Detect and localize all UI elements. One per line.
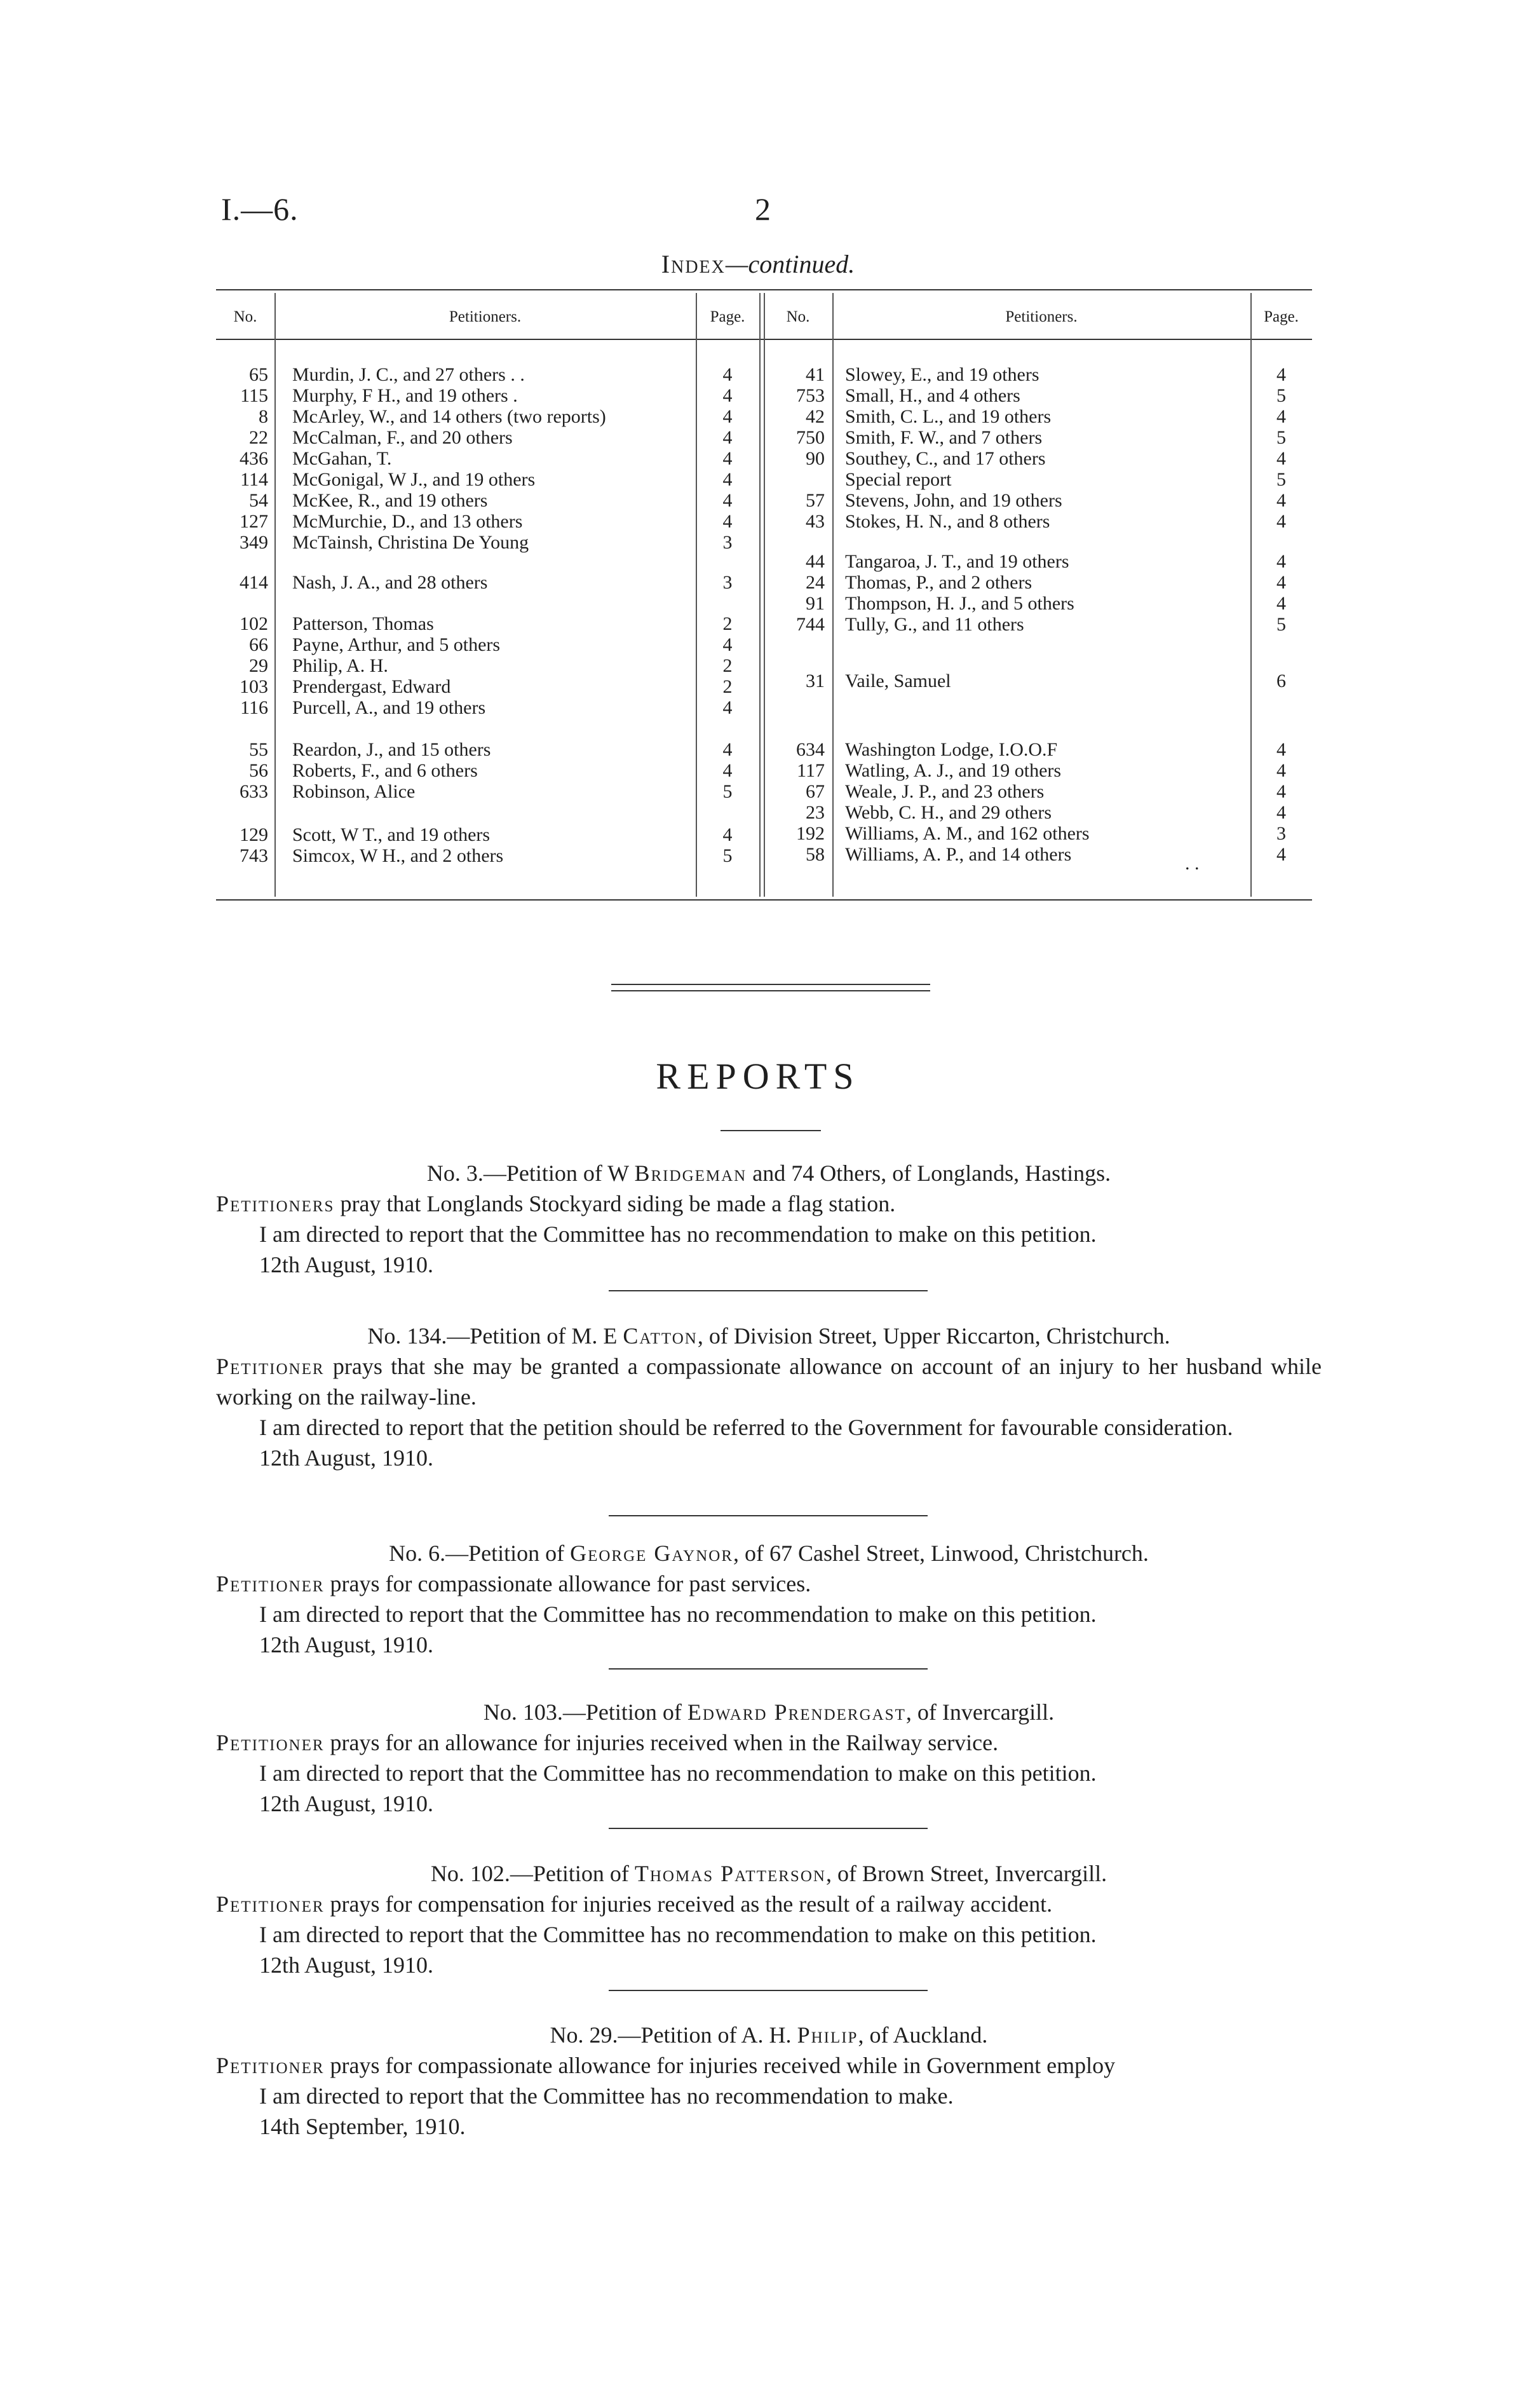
- page-ref: 4: [1276, 844, 1286, 865]
- report-2: [216, 1321, 1322, 1473]
- petitioner-name: Nash, J. A., and 28 others: [292, 572, 488, 593]
- page-ref: 4: [1276, 760, 1286, 781]
- page-ref: 4: [1276, 572, 1286, 593]
- petitioner-name: Robinson, Alice: [292, 781, 416, 802]
- petitioner-name: Washington Lodge, I.O.O.F: [845, 739, 1058, 760]
- page-ref: 4: [1276, 802, 1286, 823]
- petitioner-name: Thomas, P., and 2 others: [845, 572, 1032, 593]
- petition-number: 44: [806, 551, 825, 572]
- report-date: 14th September, 1910.: [259, 2114, 466, 2139]
- header-no-left: No.: [233, 308, 257, 325]
- petition-number: 90: [806, 448, 825, 469]
- petition-number: 102: [240, 613, 268, 634]
- petition-number: 24: [806, 572, 825, 593]
- column-divider: [759, 293, 761, 897]
- petitioner-name: Reardon, J., and 15 others: [292, 739, 491, 760]
- header-page-left: Page.: [710, 308, 745, 325]
- report-prayer: Petitioner prays that she may be granted a compassionate allowance on account of an injury to her husband while working on the railway-line.: [216, 1354, 1322, 1410]
- report-heading: No. 102.—Petition of Thomas Patterson, of Brown Street, Invercargill.: [430, 1861, 1107, 1886]
- page-ref: 5: [1276, 614, 1286, 635]
- petitioner-name: Payne, Arthur, and 5 others: [292, 634, 501, 655]
- petition-number: 31: [806, 670, 825, 691]
- page-ref: 4: [722, 739, 733, 760]
- page-ref: 2: [722, 613, 733, 634]
- petition-number: 414: [240, 572, 268, 593]
- petitioner-name: Murphy, F H., and 19 others .: [292, 385, 518, 406]
- double-rule: [611, 984, 930, 991]
- leader-dots: . .: [1185, 853, 1200, 874]
- short-rule: [721, 1130, 821, 1131]
- report-prayer: Petitioner prays for compensation for injuries received as the result of a railway accident.: [216, 1891, 1053, 1917]
- report-finding: I am directed to report that the petition should be referred to the Government for favourable consideration.: [259, 1415, 1233, 1440]
- column-divider: [832, 293, 834, 897]
- report-finding: I am directed to report that the Committee has no recommendation to make.: [259, 2083, 954, 2109]
- petition-number: 55: [249, 739, 268, 760]
- report-date: 12th August, 1910.: [259, 1632, 434, 1657]
- petition-number: 633: [240, 781, 268, 802]
- petitioner-name: Smith, C. L., and 19 others: [845, 406, 1052, 427]
- petition-number: 56: [249, 760, 268, 781]
- page-ref: 3: [722, 532, 733, 553]
- page-ref: 4: [1276, 739, 1286, 760]
- reports-title: REPORTS: [656, 1056, 860, 1097]
- petition-number: 65: [249, 364, 268, 385]
- page-ref: 4: [1276, 551, 1286, 572]
- petitioner-name: Webb, C. H., and 29 others: [845, 802, 1052, 823]
- separator-rule: [609, 1990, 928, 1991]
- report-heading: No. 29.—Petition of A. H. Philip, of Auckland.: [550, 2022, 988, 2048]
- petition-number: 43: [806, 511, 825, 532]
- header-petitioners-right: Petitioners.: [1005, 308, 1078, 325]
- petition-number: 58: [806, 844, 825, 865]
- report-prayer: Petitioner prays for compassionate allowance for injuries received while in Government employ: [216, 2053, 1116, 2078]
- report-finding: I am directed to report that the Committee has no recommendation to make on this petition.: [259, 1760, 1097, 1786]
- petition-number: 743: [240, 845, 268, 866]
- petitioner-name: Purcell, A., and 19 others: [292, 697, 486, 718]
- petitioner-name: Philip, A. H.: [292, 655, 388, 676]
- report-heading: No. 134.—Petition of M. E Catton, of Division Street, Upper Riccarton, Christchurch.: [367, 1323, 1170, 1349]
- petition-number: 66: [249, 634, 268, 655]
- page-ref: 4: [1276, 448, 1286, 469]
- column-divider: [274, 293, 276, 897]
- petition-number: 115: [240, 385, 268, 406]
- separator-rule: [609, 1515, 928, 1516]
- page-ref: 4: [1276, 511, 1286, 532]
- report-prayer: Petitioners pray that Longlands Stockyard siding be made a flag station.: [216, 1191, 896, 1216]
- petitioner-name: Slowey, E., and 19 others: [845, 364, 1039, 385]
- petitioner-name: Watling, A. J., and 19 others: [845, 760, 1062, 781]
- page-ref: 5: [1276, 469, 1286, 490]
- separator-rule: [609, 1828, 928, 1829]
- page-ref: 5: [722, 781, 733, 802]
- page-ref: 5: [1276, 427, 1286, 448]
- petitioner-name: Tully, G., and 11 others: [845, 614, 1024, 635]
- petition-number: 750: [796, 427, 825, 448]
- page-ref: 4: [722, 760, 733, 781]
- page-ref: 4: [1276, 406, 1286, 427]
- petitioner-name: Williams, A. P., and 14 others: [845, 844, 1072, 865]
- petition-number: 8: [259, 406, 268, 427]
- page-ref: 4: [1276, 593, 1286, 614]
- report-6: [216, 2020, 1322, 2142]
- petitioner-name: Small, H., and 4 others: [845, 385, 1020, 406]
- table-bottom-rule: [216, 899, 1312, 901]
- petitioner-name: Patterson, Thomas: [292, 613, 434, 634]
- petition-number: 41: [806, 364, 825, 385]
- page-ref: 4: [722, 448, 733, 469]
- petitioner-name: Weale, J. P., and 23 others: [845, 781, 1045, 802]
- page-ref: 4: [722, 824, 733, 845]
- page-ref: 4: [722, 364, 733, 385]
- page-ref: 4: [722, 406, 733, 427]
- petition-number: 753: [796, 385, 825, 406]
- page-ref: 4: [1276, 490, 1286, 511]
- petitioner-name: Williams, A. M., and 162 others: [845, 823, 1090, 844]
- petition-number: 42: [806, 406, 825, 427]
- petition-number: 29: [249, 655, 268, 676]
- petitioner-name: McArley, W., and 14 others (two reports): [292, 406, 606, 427]
- petitioner-name: McGonigal, W J., and 19 others: [292, 469, 536, 490]
- header-petitioners-left: Petitioners.: [449, 308, 522, 325]
- petition-number: 117: [797, 760, 825, 781]
- header-no-right: No.: [786, 308, 810, 325]
- petition-number: 116: [240, 697, 268, 718]
- petition-number: 23: [806, 802, 825, 823]
- page-ref: 3: [722, 572, 733, 593]
- header-page-right: Page.: [1264, 308, 1299, 325]
- petition-number: 129: [240, 824, 268, 845]
- petitioner-name: McGahan, T.: [292, 448, 392, 469]
- petition-number: 67: [806, 781, 825, 802]
- petition-number: 91: [806, 593, 825, 614]
- petition-number: 54: [249, 490, 268, 511]
- petition-number: 634: [796, 739, 825, 760]
- page-ref: 2: [722, 655, 733, 676]
- table-top-rule: [216, 289, 1312, 290]
- petitioner-name: Southey, C., and 17 others: [845, 448, 1046, 469]
- petitioner-name: Thompson, H. J., and 5 others: [845, 593, 1074, 614]
- page-ref: 2: [722, 676, 733, 697]
- petitioner-name: Special report: [845, 469, 952, 490]
- report-date: 12th August, 1910.: [259, 1252, 434, 1277]
- petitioner-name: Tangaroa, J. T., and 19 others: [845, 551, 1069, 572]
- petitioner-name: Simcox, W H., and 2 others: [292, 845, 504, 866]
- petitioner-name: Vaile, Samuel: [845, 670, 951, 691]
- petitioner-name: Smith, F. W., and 7 others: [845, 427, 1043, 448]
- petition-number: 192: [796, 823, 825, 844]
- petition-number: 22: [249, 427, 268, 448]
- petition-number: 349: [240, 532, 268, 553]
- index-title: Index—continued.: [661, 250, 855, 278]
- separator-rule: [609, 1290, 928, 1291]
- report-5: [216, 1858, 1322, 1980]
- page-ref: 4: [722, 697, 733, 718]
- separator-rule: [609, 1668, 928, 1670]
- report-date: 12th August, 1910.: [259, 1791, 434, 1816]
- report-1: [216, 1158, 1322, 1280]
- petitioner-name: McCalman, F., and 20 others: [292, 427, 513, 448]
- page-ref: 4: [722, 634, 733, 655]
- document-reference: I.—6.: [221, 191, 299, 227]
- report-heading: No. 3.—Petition of W Bridgeman and 74 Others, of Longlands, Hastings.: [426, 1160, 1111, 1186]
- petitioner-name: Murdin, J. C., and 27 others . .: [292, 364, 525, 385]
- page-ref: 4: [722, 490, 733, 511]
- index-table: [216, 289, 1312, 909]
- page-ref: 6: [1276, 670, 1286, 691]
- page-number: 2: [755, 191, 771, 227]
- page-ref: 4: [1276, 781, 1286, 802]
- report-heading: No. 103.—Petition of Edward Prendergast, of Invercargill.: [483, 1699, 1055, 1725]
- page-ref: 4: [1276, 364, 1286, 385]
- petitioner-name: McKee, R., and 19 others: [292, 490, 488, 511]
- petitioner-name: Stevens, John, and 19 others: [845, 490, 1062, 511]
- petition-number: 114: [240, 469, 268, 490]
- page-ref: 3: [1276, 823, 1286, 844]
- report-heading: No. 6.—Petition of George Gaynor, of 67 Cashel Street, Linwood, Christchurch.: [389, 1541, 1149, 1566]
- page-ref: 4: [722, 469, 733, 490]
- page-ref: 4: [722, 427, 733, 448]
- page-ref: 5: [1276, 385, 1286, 406]
- report-date: 12th August, 1910.: [259, 1952, 434, 1978]
- report-prayer: Petitioner prays for an allowance for injuries received when in the Railway service.: [216, 1730, 999, 1755]
- report-finding: I am directed to report that the Committee has no recommendation to make on this petition.: [259, 1922, 1097, 1947]
- petitioner-name: Stokes, H. N., and 8 others: [845, 511, 1050, 532]
- page-ref: 4: [722, 385, 733, 406]
- page-ref: 5: [722, 845, 733, 866]
- report-4: [216, 1697, 1322, 1819]
- petitioner-name: Roberts, F., and 6 others: [292, 760, 478, 781]
- petition-number: 436: [240, 448, 268, 469]
- petition-number: 103: [240, 676, 268, 697]
- report-finding: I am directed to report that the Committee has no recommendation to make on this petition.: [259, 1221, 1097, 1247]
- report-prayer: Petitioner prays for compassionate allowance for past services.: [216, 1571, 811, 1596]
- petition-number: 57: [806, 490, 825, 511]
- report-finding: I am directed to report that the Committee has no recommendation to make on this petition.: [259, 1602, 1097, 1627]
- petition-number: 127: [240, 511, 268, 532]
- page-ref: 4: [722, 511, 733, 532]
- report-date: 12th August, 1910.: [259, 1445, 434, 1471]
- petitioner-name: Scott, W T., and 19 others: [292, 824, 491, 845]
- petitioner-name: McTainsh, Christina De Young: [292, 532, 529, 553]
- petitioner-name: Prendergast, Edward: [292, 676, 451, 697]
- page-header: [0, 0, 1516, 278]
- petition-number: 744: [796, 614, 825, 635]
- petitioner-name: McMurchie, D., and 13 others: [292, 511, 523, 532]
- report-3: [216, 1538, 1322, 1660]
